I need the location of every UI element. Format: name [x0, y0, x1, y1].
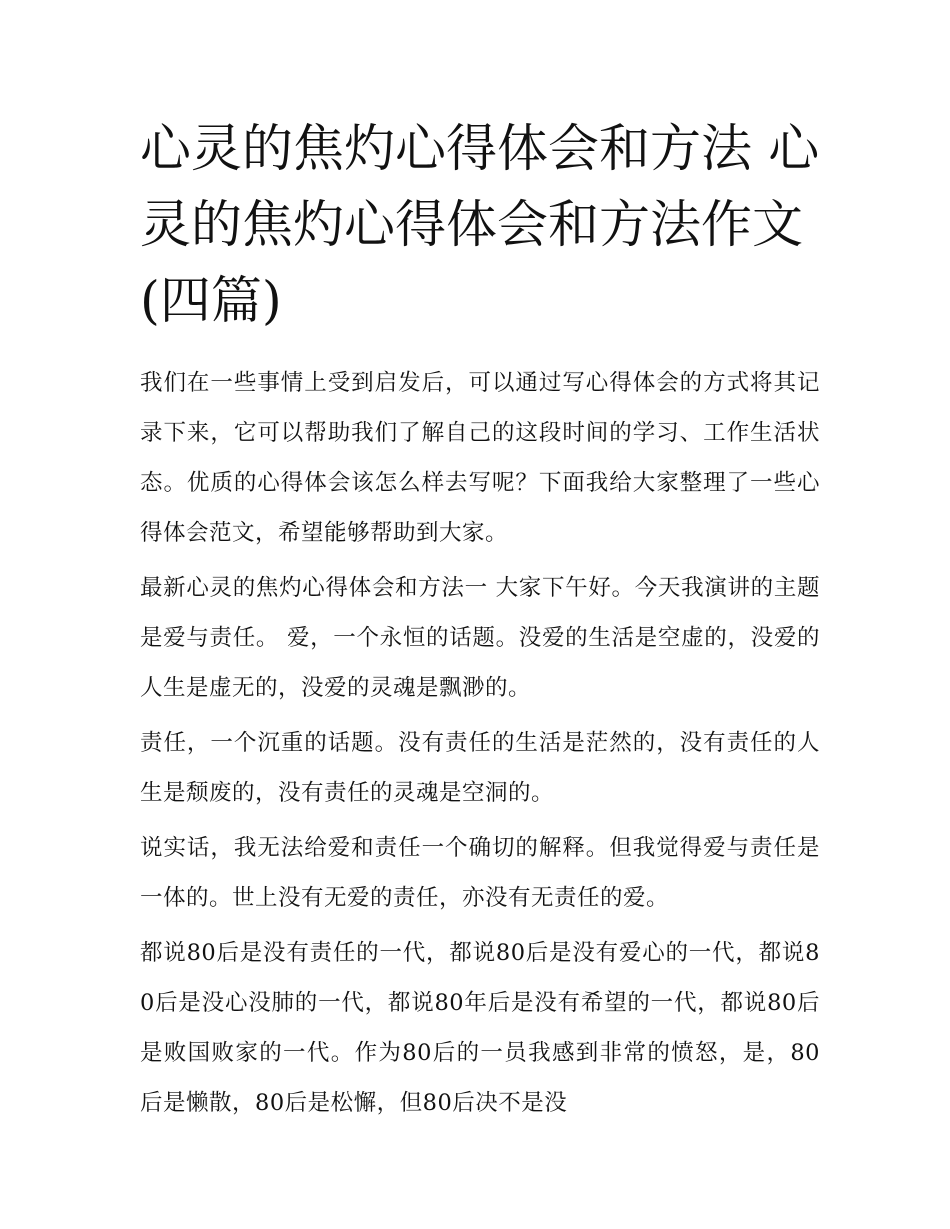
paragraph-responsibility: 责任，一个沉重的话题。没有责任的生活是茫然的，没有责任的人生是颓废的，没有责任的灵魂是空洞的。 — [140, 730, 820, 806]
paragraph-speech-opening: 最新心灵的焦灼心得体会和方法一 大家下午好。今天我演讲的主题是爱与责任。 爱，一个永恒的话题。没爱的生活是空虚的，没爱的人生是虚无的，没爱的灵魂是飘渺的。 — [140, 575, 820, 701]
document-body — [140, 358, 820, 1133]
document-title: 心灵的焦灼心得体会和方法 心灵的焦灼心得体会和方法作文(四篇) — [140, 120, 820, 331]
paragraph-post-80s: 都说80后是没有责任的一代，都说80后是没有爱心的一代，都说80后是没心没肺的一代，都说80年后是没有希望的一代，都说80后是败国败家的一代。作为80后的一员我感到非常的愤怒，是，80后是懒散，80后是松懈，但80后决不是没 — [140, 940, 820, 1116]
paragraph-intro: 我们在一些事情上受到启发后，可以通过写心得体会的方式将其记录下来，它可以帮助我们了解自己的这段时间的学习、工作生活状态。优质的心得体会该怎么样去写呢？下面我给大家整理了一些心得体会范文，希望能够帮助到大家。 — [140, 370, 820, 546]
paragraph-love-and-responsibility: 说实话，我无法给爱和责任一个确切的解释。但我觉得爱与责任是一体的。世上没有无爱的责任，亦没有无责任的爱。 — [140, 835, 820, 911]
